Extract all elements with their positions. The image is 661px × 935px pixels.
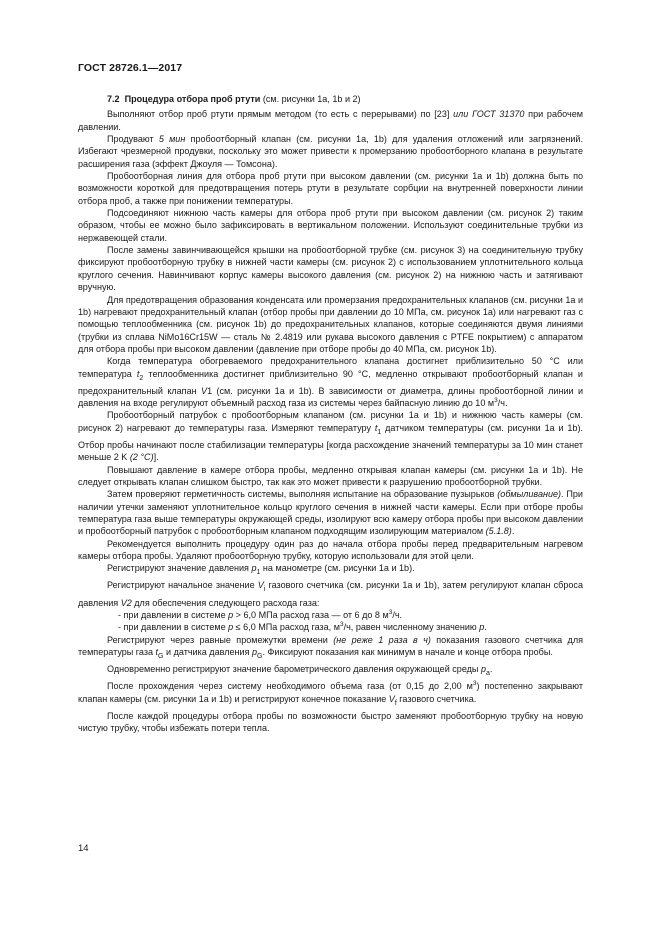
- text-run: и датчика давления: [163, 646, 252, 657]
- text-run: Повышают давление в камере отбора пробы, медленно открывая клапан камеры (см. рисунки 1a и 1b). Не следует открывать клапан слишком быстро, так как это может привести к разрушению пробоотборной трубки.: [78, 464, 583, 487]
- list-item: [78, 621, 583, 633]
- italic-run: p: [228, 609, 234, 620]
- paragraph: [78, 355, 583, 409]
- document-body: [78, 93, 583, 734]
- subscript: G: [257, 652, 263, 660]
- list-item: [78, 609, 583, 621]
- text-run: при рабочем давлении.: [78, 109, 583, 132]
- italic-run: (не реже 1 раза в ч): [333, 634, 431, 645]
- italic-run: p: [479, 622, 485, 633]
- italic-run: p: [251, 563, 257, 574]
- text-run: Выполняют отбор проб ртути прямым методом (то есть с перерывами) по [23]: [107, 109, 454, 120]
- paragraph: [78, 680, 583, 709]
- text-run: газового счетчика (см. рисунки 1a и 1b), затем регулируют клапан сброса давления: [78, 580, 583, 608]
- text-run: Регистрируют значение давления: [107, 563, 252, 574]
- text-run: Регистрируют начальное значение: [107, 580, 258, 591]
- subscript: f: [394, 699, 397, 707]
- paragraph: [78, 294, 583, 356]
- subscript: a: [486, 669, 490, 677]
- text-run: показания газового счетчика для температуры газа: [78, 634, 583, 657]
- paragraph: [78, 663, 583, 680]
- text-run: .: [511, 526, 515, 537]
- italic-run: p: [480, 664, 486, 675]
- text-run: - при давлении в системе: [118, 622, 229, 633]
- text-run: теплообменника достигнет приблизительно 90 °C, медленно открывают пробоотборный клапан и предохранительный клапан: [78, 368, 583, 396]
- subscript: 1: [256, 569, 261, 577]
- text-run: После замены завинчивающейся крышки на пробоотборной трубке (см. рисунок 3) на соединительную трубку фиксируют пробоотборную трубку в нижней части камеры (см. рисунок 2) с использованием уплотнительного кольца круглого сечения. Навинчивают корпус камеры высокого давления (см. рисунок 2) на нижнюю часть и затягивают вручную.: [78, 245, 583, 293]
- text-run: ].: [153, 452, 159, 463]
- italic-run: V: [257, 580, 264, 591]
- text-run: Продувают: [107, 134, 159, 145]
- text-run: .: [484, 622, 487, 633]
- paragraph: [78, 207, 583, 244]
- italic-run: t: [374, 422, 378, 433]
- section-number: 7.2: [107, 94, 120, 104]
- text-run: .: [489, 664, 493, 675]
- italic-run: t: [136, 368, 140, 379]
- subscript: 2: [139, 374, 144, 382]
- section-heading: [78, 93, 583, 105]
- paragraph: [78, 579, 583, 608]
- text-run: Пробоотборный патрубок с пробоотборным клапаном (см. рисунки 1a и 1b) и нижнюю часть камеры (см. рисунок 2) нагревают до температуры газа. Измеряют температуру: [78, 410, 583, 433]
- text-run: /ч, равен численному значению: [343, 622, 480, 633]
- text-run: Одновременно регистрируют значение барометрического давления окружающей среды: [107, 664, 481, 675]
- italic-run: p: [228, 622, 234, 633]
- text-run: /ч.: [392, 609, 403, 620]
- subscript: 1: [377, 428, 382, 436]
- paragraph: [78, 538, 583, 563]
- text-run: . Фиксируют показания как минимум в начале и конце отбора пробы.: [262, 646, 553, 657]
- paragraph: [78, 244, 583, 293]
- italic-run: V: [388, 693, 395, 704]
- paragraph: [78, 108, 583, 133]
- italic-run: или ГОСТ 31370: [453, 109, 525, 120]
- paragraph: [78, 710, 583, 735]
- paragraph: [78, 133, 583, 170]
- text-run: на манометре (см. рисунки 1a и 1b).: [260, 563, 415, 574]
- standard-header: ГОСТ 28726.1—2017: [78, 62, 183, 74]
- text-run: /ч.: [497, 398, 508, 409]
- paragraph: [78, 464, 583, 489]
- text-run: ) постепенно закрывают клапан камеры (см. рисунки 1a и 1b) и регистрируют конечное показание: [78, 681, 583, 704]
- italic-run: (2 °C): [129, 452, 154, 463]
- section-figure-ref: (см. рисунки 1a, 1b и 2): [262, 94, 361, 104]
- page-number: 14: [78, 843, 89, 854]
- text-run: Пробоотборная линия для отбора проб ртути при высоком давлении (см. рисунки 1a и 1b) должна быть по возможности короткой для предотвращения потерь ртути в результате сорбции на внутренней поверхности линии отбора проб, а также при понижении температуры.: [78, 171, 583, 206]
- text-run: - при давлении в системе: [118, 609, 229, 620]
- paragraph: [78, 409, 583, 463]
- italic-run: t: [155, 646, 159, 657]
- italic-run: (5.1.8): [485, 526, 512, 537]
- italic-run: 5 мин: [158, 134, 186, 145]
- paragraph: [78, 488, 583, 537]
- text-run: Регистрируют через равные промежутки времени: [107, 634, 334, 645]
- text-run: для обеспечения следующего расхода газа:: [131, 597, 320, 608]
- italic-run: V: [201, 385, 208, 396]
- superscript: 3: [494, 397, 498, 405]
- text-run: газового счетчика.: [396, 693, 477, 704]
- italic-run: (обмыливание): [497, 489, 562, 500]
- superscript: 3: [339, 621, 344, 629]
- text-run: Для предотвращения образования конденсата или промерзания предохранительных клапанов (см. рисунки 1a и 1b) нагревают предохранительный клапан (отбор пробы при давлении до 10 МПа, см. рисунок 1a) или нагревают газ с помощью теплообменника (см. рисунок 1b) до предохранительных клапанов, которые соединяются двумя линиями (трубки из сплава NiMo16Cr15W — сталь № 2.4819 или рукава высокого давления с PTFE покрытием) с аппаратом для отбора пробы при высоком давлении (давление при отборе пробы до 40 МПа, см. рисунок 1b).: [78, 294, 583, 354]
- paragraph: [78, 562, 583, 579]
- text-run: ≤ 6,0 МПа расход газа, м: [233, 622, 340, 633]
- subscript: i: [263, 586, 266, 594]
- italic-run: p: [252, 646, 258, 657]
- section-title: Процедура отбора проб ртути: [124, 94, 261, 104]
- superscript: 3: [472, 680, 477, 688]
- text-run: Затем проверяют герметичность системы, выполняя испытание на образование пузырьков: [107, 489, 498, 500]
- subscript: G: [158, 652, 164, 660]
- text-run: После прохождения через систему необходимого объема газа (от 0,15 до 2,00 м: [107, 681, 473, 692]
- superscript: 3: [388, 608, 393, 616]
- paragraph: [78, 634, 583, 663]
- text-run: пробоотборный клапан (см. рисунки 1a, 1b) для удаления отложений или загрязнений. Избегают чрезмерной продувки, поскольку это может привести к промерзанию пробоотборного клапана в результате расширения газа (эффект Джоуля — Томсона).: [78, 134, 583, 169]
- text-run: . При наличии утечки заменяют уплотнительное кольцо круглого сечения в нижней части камеры. Если при отборе пробы температура газа выше температуры окружающей среды, изолируют всю камеру отбора пробы при высоком давлении и пробоотборный патрубок с пробоотборным клапаном подходящим изолирующим материалом: [78, 489, 583, 537]
- text-run: > 6,0 МПа расход газа — от 6 до 8 м: [233, 609, 389, 620]
- italic-run: V2: [120, 597, 132, 608]
- text-run: После каждой процедуры отбора пробы по возможности быстро заменяют пробоотборную трубку на новую чистую трубку, чтобы избежать потери тепла.: [78, 710, 583, 734]
- text-run: Когда температура обогреваемого предохранительного клапана достигнет приблизительно 50 °C или температура: [78, 356, 583, 379]
- paragraph: [78, 170, 583, 207]
- text-run: датчиком температуры (см. рисунки 1a и 1b). Отбор пробы начинают после стабилизации температуры [когда расхождение значений температуры за 10 мин станет меньше 2 K: [78, 422, 583, 463]
- text-run: Рекомендуется выполнить процедуру один раз до начала отбора пробы перед предварительным нагревом камеры отбора пробы. Удаляют пробоотборную трубку, которую использовали для этой цели.: [78, 538, 583, 561]
- text-run: 1 (см. рисунки 1a и 1b). В зависимости от диаметра, длины пробоотборной линии и давления на входе регулируют объемный расход газа из системы через байпасную линию до 10 м: [78, 385, 584, 409]
- text-run: Подсоединяют нижнюю часть камеры для отбора проб ртути при высоком давлении (см. рисунок 2) таким образом, чтобы ее можно было зафиксировать в вертикальном положении. Используют соединительные трубки из нержавеющей стали.: [78, 208, 583, 243]
